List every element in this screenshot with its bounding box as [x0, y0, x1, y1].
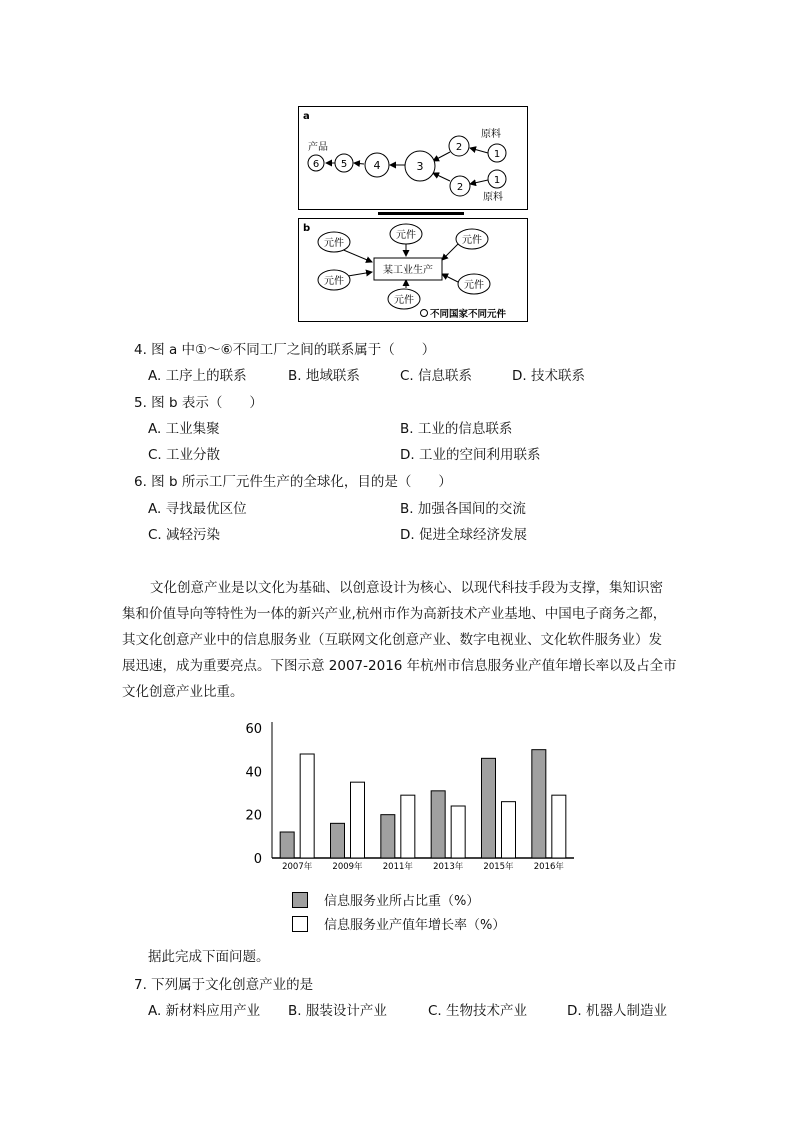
- y-tick-label: 60: [245, 722, 262, 737]
- q6-option-b[interactable]: B. 加强各国间的交流: [400, 501, 526, 517]
- bar-share: [482, 758, 496, 858]
- bar-share: [331, 823, 345, 858]
- passage-line-5: 文化创意产业比重。: [122, 684, 244, 700]
- part-6: 元件: [394, 295, 414, 306]
- y-tick-label: 20: [245, 808, 262, 824]
- y-tick-label: 40: [245, 765, 262, 781]
- node-6: 6: [312, 159, 320, 170]
- x-tick-label: 2016年: [533, 862, 564, 872]
- q7-option-a[interactable]: A. 新材料应用产业: [148, 1003, 261, 1019]
- node-4: 4: [373, 159, 381, 172]
- q4-option-d[interactable]: D. 技术联系: [512, 368, 585, 384]
- node-2-top: 2: [455, 142, 463, 153]
- diagram-b-legend: 不同国家不同元件: [430, 309, 507, 320]
- q5-option-c[interactable]: C. 工业分散: [148, 447, 221, 463]
- x-tick-label: 2013年: [433, 862, 464, 872]
- bar-growth: [351, 782, 365, 858]
- legend-item-share: [292, 890, 479, 909]
- x-tick-label: 2009年: [332, 862, 363, 872]
- legend-label-growth: 信息服务业产值年增长率（%）: [324, 918, 506, 933]
- part-2: 元件: [396, 230, 416, 241]
- q6-option-a[interactable]: A. 寻找最优区位: [148, 501, 247, 517]
- q6-option-d[interactable]: D. 促进全球经济发展: [400, 527, 527, 543]
- node-2-bottom: 2: [456, 182, 464, 193]
- diagram-a: [298, 106, 528, 210]
- passage-line-4: 展迅速，成为重要亮点。下图示意 2007-2016 年杭州市信息服务业产值年增长率以及占全市: [122, 658, 677, 674]
- bar-share: [280, 832, 294, 858]
- x-tick-label: 2015年: [483, 862, 514, 872]
- diagram-divider: [378, 212, 464, 215]
- legend-label-share: 信息服务业所占比重（%）: [324, 894, 480, 909]
- passage-line-2: 集和价值导向等特性为一体的新兴产业,杭州市作为高新技术产业基地、中国电子商务之都，: [122, 606, 667, 622]
- q5-option-a[interactable]: A. 工业集聚: [148, 421, 220, 437]
- node-1-top: 1: [493, 149, 501, 160]
- bar-growth: [451, 806, 465, 858]
- bar-chart: [240, 712, 590, 882]
- q7-option-b[interactable]: B. 服装设计产业: [288, 1003, 387, 1019]
- raw-label-bottom: 原料: [483, 192, 503, 203]
- bar-growth: [300, 754, 314, 858]
- bar-share: [532, 750, 546, 858]
- part-3: 元件: [462, 235, 482, 246]
- diagram-b-label: b: [303, 223, 311, 234]
- diagram-b: [298, 218, 528, 322]
- node-3: 3: [416, 160, 424, 173]
- product-label: 产品: [308, 142, 328, 153]
- x-tick-label: 2011年: [382, 862, 413, 872]
- bar-share: [431, 791, 445, 858]
- bar-growth: [401, 795, 415, 858]
- diagram-a-label: a: [303, 111, 310, 122]
- node-1-bottom: 1: [493, 175, 501, 186]
- q4-option-c[interactable]: C. 信息联系: [400, 368, 473, 384]
- q6-option-c[interactable]: C. 减轻污染: [148, 527, 221, 543]
- legend-swatch-share: [292, 892, 308, 908]
- passage-line-1: 文化创意产业是以文化为基础、以创意设计为核心、以现代科技手段为支撑，集知识密: [150, 580, 663, 596]
- bar-growth: [502, 802, 516, 858]
- part-4: 元件: [324, 276, 344, 287]
- legend-item-growth: [292, 914, 505, 933]
- q4-option-b[interactable]: B. 地域联系: [288, 368, 360, 384]
- q7-option-c[interactable]: C. 生物技术产业: [428, 1003, 528, 1019]
- center-label: 某工业生产: [383, 265, 433, 276]
- question-4-stem: 4. 图 a 中①～⑥不同工厂之间的联系属于（ ）: [134, 342, 436, 358]
- legend-swatch-growth: [292, 916, 308, 932]
- passage-line-3: 其文化创意产业中的信息服务业（互联网文化创意产业、数字电视业、文化软件服务业）发: [122, 632, 662, 648]
- bar-growth: [552, 795, 566, 858]
- node-5: 5: [340, 159, 348, 170]
- part-1: 元件: [324, 238, 344, 249]
- bar-share: [381, 815, 395, 858]
- after-chart-text: 据此完成下面问题。: [148, 949, 270, 965]
- passage: [122, 575, 682, 705]
- raw-label-top: 原料: [481, 129, 501, 140]
- question-6-stem: 6. 图 b 所示工厂元件生产的全球化，目的是（ ）: [134, 474, 452, 490]
- question-7-stem: 7. 下列属于文化创意产业的是: [134, 977, 314, 993]
- q4-option-a[interactable]: A. 工序上的联系: [148, 368, 247, 384]
- q5-option-b[interactable]: B. 工业的信息联系: [400, 421, 513, 437]
- q7-option-d[interactable]: D. 机器人制造业: [567, 1003, 667, 1019]
- q5-option-d[interactable]: D. 工业的空间利用联系: [400, 447, 541, 463]
- y-tick-label: 0: [253, 852, 262, 867]
- part-5: 元件: [464, 280, 484, 291]
- x-tick-label: 2007年: [282, 862, 313, 872]
- question-5-stem: 5. 图 b 表示（ ）: [134, 395, 263, 411]
